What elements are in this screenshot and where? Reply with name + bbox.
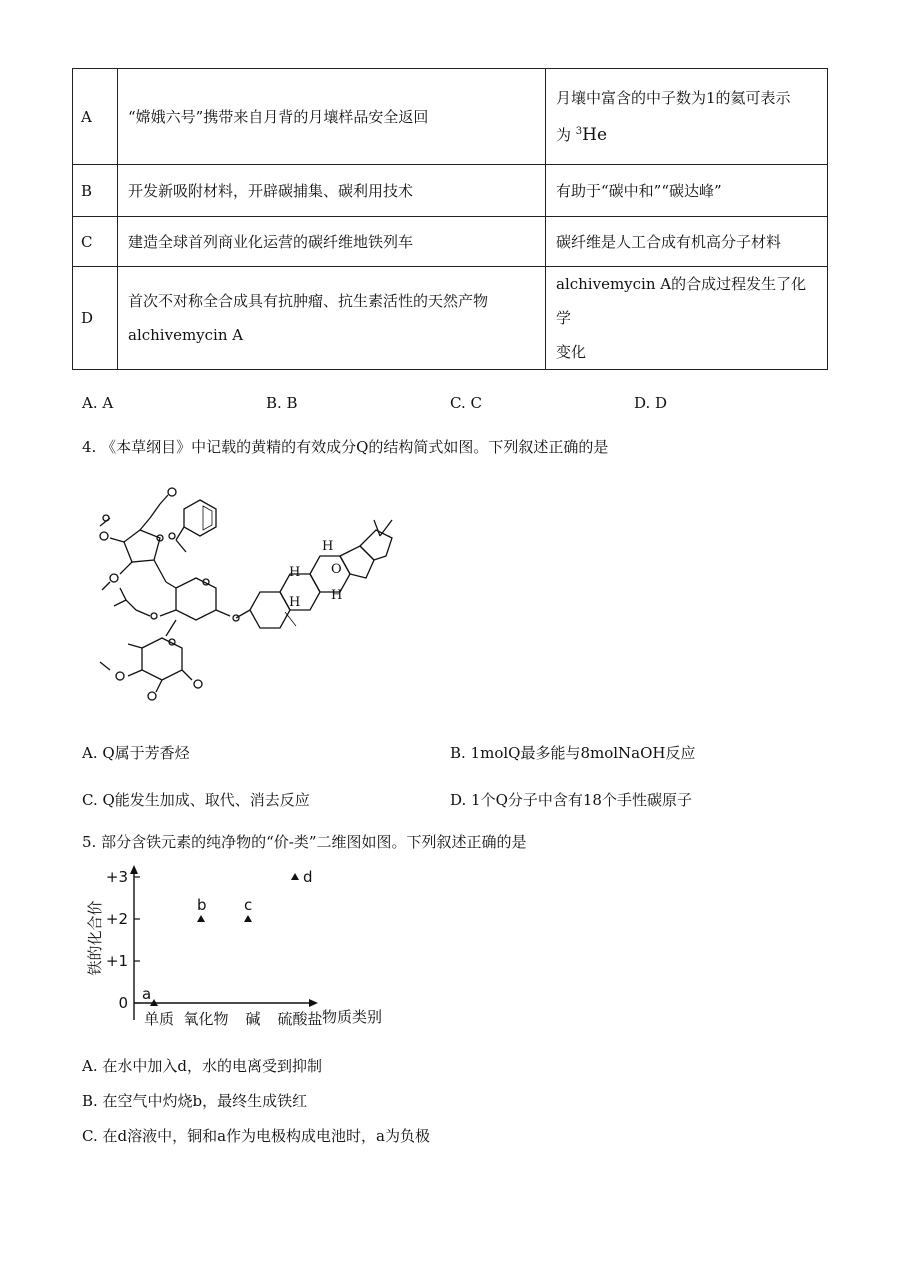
x-axis-label: 物质类别 xyxy=(322,1008,383,1026)
molecule-q-structure xyxy=(80,478,400,718)
q5-option-a: A. 在水中加入d，水的电离受到抑制 xyxy=(82,1057,322,1075)
option-c: C. C xyxy=(450,394,482,412)
q4-option-c: C. Q能发生加成、取代、消去反应 xyxy=(82,791,310,809)
x-tick-label: 硫酸盐 xyxy=(277,1010,323,1028)
q4-option-b: B. 1molQ最多能与8molNaOH反应 xyxy=(450,744,696,762)
struct-o: O xyxy=(331,562,342,577)
data-point xyxy=(197,915,205,922)
q4-stem: 4. 《本草纲目》中记载的黄精的有效成分Q的结构简式如图。下列叙述正确的是 xyxy=(82,438,609,456)
data-point xyxy=(244,915,252,922)
row-note xyxy=(546,69,828,165)
x-tick-label: 单质 xyxy=(143,1010,175,1028)
y-tick-label: 0 xyxy=(118,994,128,1012)
row-event: “嫦娥六号”携带来自月背的月壤样品安全返回 xyxy=(118,69,546,165)
note-line-2 xyxy=(556,115,817,152)
data-point-label: a xyxy=(142,985,152,1003)
q5-option-c: C. 在d溶液中，铜和a作为电极构成电池时，a为负极 xyxy=(82,1127,430,1145)
element-symbol: He xyxy=(582,125,608,145)
q3-options xyxy=(82,394,822,414)
mass-number: 3 xyxy=(575,126,583,137)
table-row xyxy=(73,267,828,370)
row-event: 建造全球首列商业化运营的碳纤维地铁列车 xyxy=(118,217,546,267)
row-label: A xyxy=(73,69,118,165)
valence-class-chart xyxy=(80,860,410,1030)
row-label: C xyxy=(73,217,118,267)
note-line-1: 月壤中富含的中子数为1的氦可表示 xyxy=(556,89,791,107)
x-axis-arrow xyxy=(309,999,318,1007)
struct-h-3: H xyxy=(289,595,301,610)
row-event: 开发新吸附材料，开辟碳捕集、碳利用技术 xyxy=(118,165,546,217)
data-point-label: b xyxy=(197,896,207,914)
note-line-1: alchivemycin A的合成过程发生了化学 xyxy=(556,275,807,327)
struct-h-1: H xyxy=(322,539,334,554)
table-row xyxy=(73,165,828,217)
table-row xyxy=(73,217,828,267)
data-point-label: c xyxy=(244,896,253,914)
row-note: 有助于“碳中和”“碳达峰” xyxy=(546,165,828,217)
row-note xyxy=(546,267,828,370)
option-b: B. B xyxy=(266,394,298,412)
row-event xyxy=(118,267,546,370)
data-point-label: d xyxy=(303,868,313,886)
y-tick-label: +3 xyxy=(105,868,128,886)
q5-option-b: B. 在空气中灼烧b，最终生成铁红 xyxy=(82,1092,308,1110)
y-axis-arrow xyxy=(130,865,138,874)
q5-stem: 5. 部分含铁元素的纯净物的“价-类”二维图如图。下列叙述正确的是 xyxy=(82,833,527,851)
note-prefix: 为 xyxy=(556,126,572,144)
q4-option-a: A. Q属于芳香烃 xyxy=(82,744,190,762)
note-line-2: 变化 xyxy=(556,343,587,361)
event-line-2: alchivemycin A xyxy=(128,326,244,344)
option-a: A. A xyxy=(82,394,114,412)
y-tick-label: +2 xyxy=(105,910,128,928)
table-row xyxy=(73,69,828,165)
data-point xyxy=(291,873,299,880)
option-d: D. D xyxy=(634,394,668,412)
q4-option-d: D. 1个Q分子中含有18个手性碳原子 xyxy=(450,791,692,809)
row-label: B xyxy=(73,165,118,217)
y-tick-label: +1 xyxy=(105,952,128,970)
x-tick-label: 氧化物 xyxy=(183,1010,229,1028)
struct-h-2: H xyxy=(289,565,301,580)
x-tick-label: 碱 xyxy=(245,1010,261,1028)
y-axis-label: 铁的化合价 xyxy=(86,900,104,976)
row-note: 碳纤维是人工合成有机高分子材料 xyxy=(546,217,828,267)
struct-h-4: H xyxy=(331,588,343,603)
event-line-1: 首次不对称全合成具有抗肿瘤、抗生素活性的天然产物 xyxy=(128,292,489,310)
q3-table xyxy=(72,68,828,370)
row-label: D xyxy=(73,267,118,370)
